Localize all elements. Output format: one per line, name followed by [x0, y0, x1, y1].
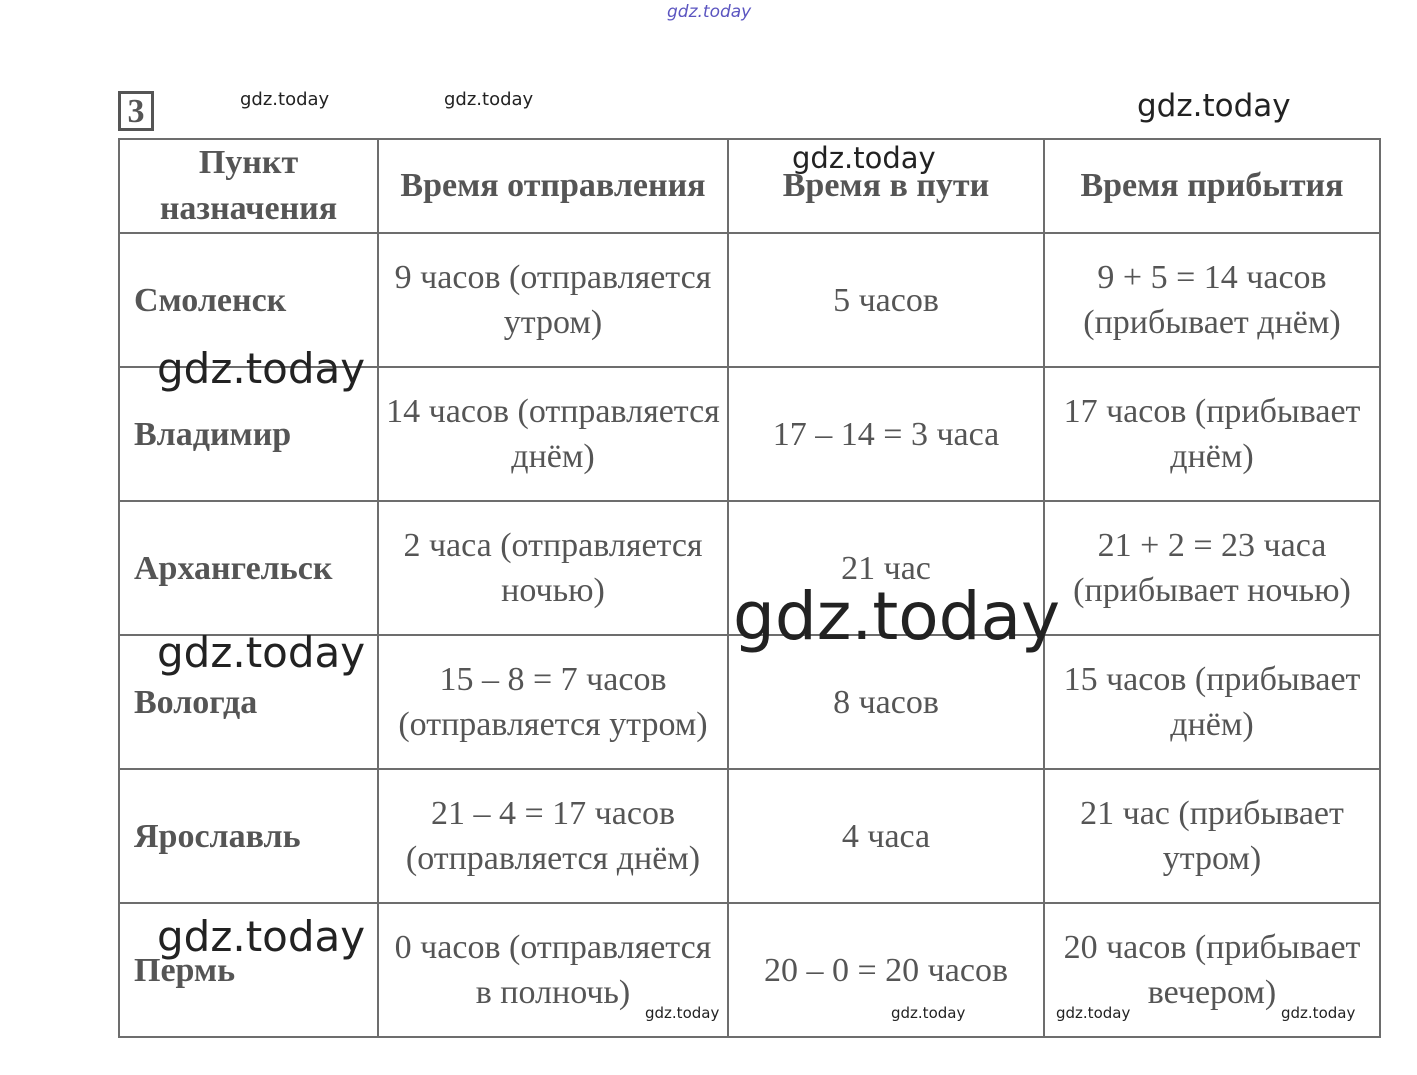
watermark: gdz.today: [733, 578, 1061, 655]
travel-cell: 4 часа: [728, 769, 1044, 903]
header-row: [119, 139, 1380, 233]
watermark: gdz.today: [1137, 88, 1291, 124]
watermark: gdz.today: [792, 141, 936, 175]
header-departure: Время отправления: [378, 139, 728, 233]
travel-cell: 8 часов: [728, 635, 1044, 769]
arrival-cell: 9 + 5 = 14 часов (прибывает днём): [1044, 233, 1380, 367]
departure-cell: 14 часов (отправляется днём): [378, 367, 728, 501]
city-cell: Смоленск: [119, 233, 378, 367]
city-cell: Архангельск: [119, 501, 378, 635]
watermark: gdz.today: [891, 1004, 966, 1022]
table-row: [119, 501, 1380, 635]
arrival-cell: 21 час (прибывает утром): [1044, 769, 1380, 903]
departure-cell: 15 – 8 = 7 часов (отправляется утром): [378, 635, 728, 769]
watermark: gdz.today: [645, 1004, 720, 1022]
watermark: gdz.today: [157, 344, 366, 393]
task-number: 3: [118, 91, 154, 131]
departure-cell: 2 часа (отправляется ночью): [378, 501, 728, 635]
city-cell: Вологда: [119, 635, 378, 769]
watermark: gdz.today: [157, 912, 366, 961]
watermark: gdz.today: [1056, 1004, 1131, 1022]
header-arrival: Время прибытия: [1044, 139, 1380, 233]
travel-cell: 17 – 14 = 3 часа: [728, 367, 1044, 501]
travel-cell: 5 часов: [728, 233, 1044, 367]
arrival-cell: 21 + 2 = 23 часа (прибывает ночью): [1044, 501, 1380, 635]
watermark: gdz.today: [240, 89, 330, 110]
arrival-cell: 15 часов (прибывает днём): [1044, 635, 1380, 769]
city-cell: Пермь: [119, 903, 378, 1037]
schedule-table: [118, 138, 1381, 1038]
departure-cell: 9 часов (отправляется утром): [378, 233, 728, 367]
travel-cell: 20 – 0 = 20 часов: [728, 903, 1044, 1037]
table-row: [119, 635, 1380, 769]
city-cell: Ярославль: [119, 769, 378, 903]
departure-cell: 0 часов (отправляется в полночь): [378, 903, 728, 1037]
watermark: gdz.today: [667, 2, 752, 22]
arrival-cell: 17 часов (прибывает днём): [1044, 367, 1380, 501]
arrival-cell: 20 часов (прибывает вечером): [1044, 903, 1380, 1037]
city-cell: Владимир: [119, 367, 378, 501]
header-travel-time: Время в пути: [728, 139, 1044, 233]
watermark: gdz.today: [1281, 1004, 1356, 1022]
header-destination: Пункт назначения: [119, 139, 378, 233]
table-row: [119, 769, 1380, 903]
table-row: [119, 903, 1380, 1037]
table-row: [119, 233, 1380, 367]
travel-cell: 21 час: [728, 501, 1044, 635]
departure-cell: 21 – 4 = 17 часов (отправляется днём): [378, 769, 728, 903]
watermark: gdz.today: [444, 89, 534, 110]
watermark: gdz.today: [157, 628, 366, 677]
table-row: [119, 367, 1380, 501]
